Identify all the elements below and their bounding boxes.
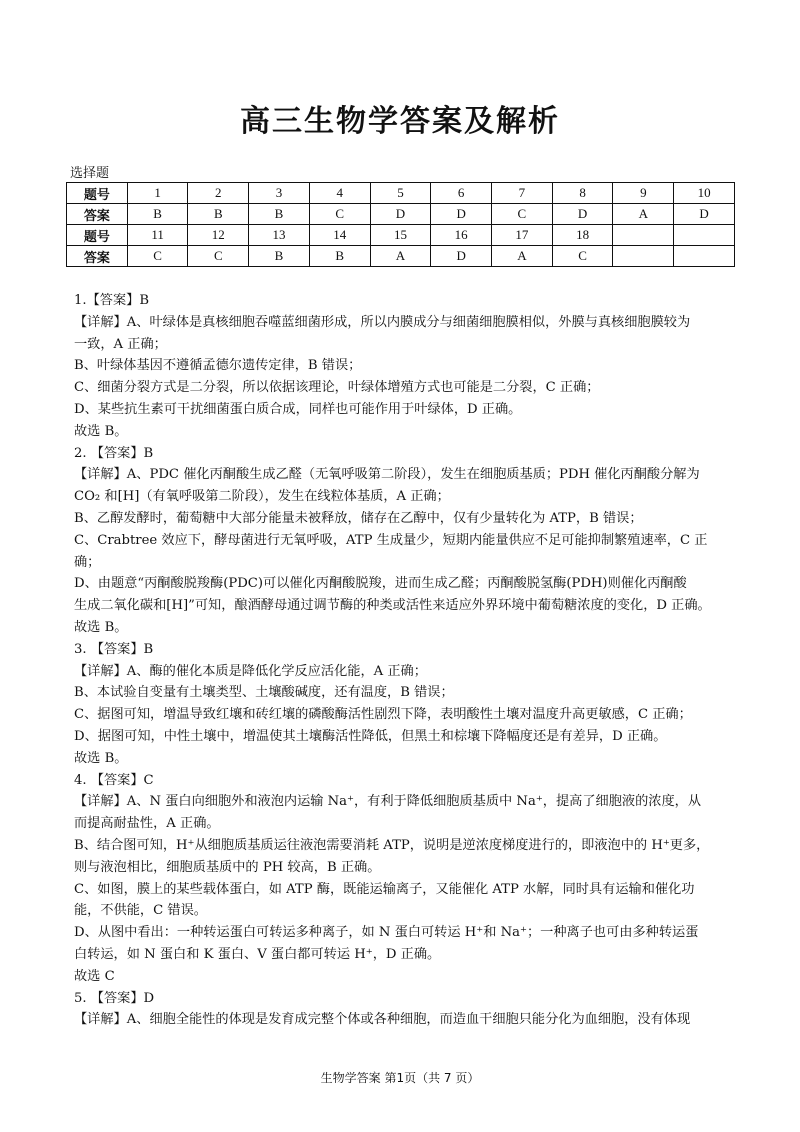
answer-cell: B xyxy=(309,246,370,267)
question-number-row xyxy=(67,225,735,246)
question-number-cell: 4 xyxy=(309,183,370,204)
text-line: 5. 【答案】D xyxy=(74,990,155,1006)
text-line: C、细菌分裂方式是二分裂，所以依据该理论，叶绿体增殖方式也可能是二分裂，C 正确； xyxy=(74,380,600,396)
answer-cell: C xyxy=(492,204,553,225)
text-line: 3. 【答案】B xyxy=(74,641,154,657)
section-label: 选择题 xyxy=(70,166,110,181)
text-line: 【详解】A、叶绿体是真核细胞吞噬蓝细菌形成，所以内膜成分与细菌细胞膜相似，外膜与真核细胞膜较为 xyxy=(74,314,691,330)
question-number-row xyxy=(67,183,735,204)
text-line: B、叶绿体基因不遵循孟德尔遗传定律，B 错误； xyxy=(74,358,362,374)
answer-cell: B xyxy=(188,204,249,225)
question-number-cell: 17 xyxy=(492,225,553,246)
row-header: 答案 xyxy=(67,204,128,225)
answer-cell xyxy=(674,246,735,267)
question-number-cell: 11 xyxy=(127,225,188,246)
question-number-cell: 12 xyxy=(188,225,249,246)
question-number-cell: 7 xyxy=(492,183,553,204)
question-number-cell: 10 xyxy=(674,183,735,204)
answer-cell: A xyxy=(492,246,553,267)
row-header: 题号 xyxy=(67,225,128,246)
explanations xyxy=(74,290,730,1031)
answer-cell: B xyxy=(249,204,310,225)
question-number-cell: 14 xyxy=(309,225,370,246)
text-line: 【详解】A、PDC 催化丙酮酸生成乙醛（无氧呼吸第二阶段），发生在细胞质基质；PDH 催化丙酮酸分解为 xyxy=(74,467,700,483)
question-number-cell: 3 xyxy=(249,183,310,204)
text-line: 能，不供能，C 错误。 xyxy=(74,903,207,919)
answer-cell: C xyxy=(127,246,188,267)
answer-cell: D xyxy=(552,204,613,225)
text-line: 【详解】A、N 蛋白向细胞外和液泡内运输 Na⁺，有利于降低细胞质基质中 Na⁺，提高了细胞液的浓度，从 xyxy=(74,794,702,810)
answer-cell: C xyxy=(309,204,370,225)
question-number-cell: 16 xyxy=(431,225,492,246)
text-line: B、结合图可知，H⁺从细胞质基质运往液泡需要消耗 ATP，说明是逆浓度梯度进行的，即液泡中的 H⁺更多， xyxy=(74,837,710,853)
answer-cell: D xyxy=(431,204,492,225)
question-number-cell: 18 xyxy=(552,225,613,246)
text-line: 故选 C xyxy=(74,968,115,984)
question-number-cell: 9 xyxy=(613,183,674,204)
answer-cell: C xyxy=(188,246,249,267)
row-header: 题号 xyxy=(67,183,128,204)
answer-row xyxy=(67,204,735,225)
answer-cell: C xyxy=(552,246,613,267)
text-line: D、从图中看出：一种转运蛋白可转运多种离子，如 N 蛋白可转运 H⁺和 Na⁺；一种离子也可由多种转运蛋 xyxy=(74,925,699,941)
answer-cell: B xyxy=(127,204,188,225)
question-number-cell: 2 xyxy=(188,183,249,204)
text-line: 一致，A 正确； xyxy=(74,336,167,352)
question-number-cell: 1 xyxy=(127,183,188,204)
text-line: D、由题意“丙酮酸脱羧酶(PDC)可以催化丙酮酸脱羧，进而生成乙醛；丙酮酸脱氢酶(PDH)则催化丙酮酸 xyxy=(74,576,687,592)
question-number-cell: 13 xyxy=(249,225,310,246)
answer-cell: B xyxy=(249,246,310,267)
text-line: 故选 B。 xyxy=(74,750,128,766)
text-line: 故选 B。 xyxy=(74,423,128,439)
text-line: 1.【答案】B xyxy=(74,293,150,308)
text-line: 生成二氧化碳和[H]”可知，酿酒酵母通过调节酶的种类或活性来适应外界环境中葡萄糖浓度的变化，D 正确。 xyxy=(74,598,711,614)
text-line: 故选 B。 xyxy=(74,619,128,635)
text-line: 【详解】A、细胞全能性的体现是发育成完整个体或各种细胞，而造血干细胞只能分化为血细胞，没有体现 xyxy=(74,1012,691,1028)
text-line: 白转运，如 N 蛋白和 K 蛋白、V 蛋白都可转运 H⁺，D 正确。 xyxy=(74,946,441,962)
question-number-cell xyxy=(674,225,735,246)
text-line: B、乙醇发酵时，葡萄糖中大部分能量未被释放，储存在乙醇中，仅有少量转化为 ATP，B 错误； xyxy=(74,510,643,526)
answer-cell xyxy=(613,246,674,267)
question-number-cell: 5 xyxy=(370,183,431,204)
page-title: 高三生物学答案及解析 xyxy=(240,104,560,139)
question-number-cell: 15 xyxy=(370,225,431,246)
text-line: 2. 【答案】B xyxy=(74,445,154,461)
text-line: D、某些抗生素可干扰细菌蛋白质合成，同样也可能作用于叶绿体，D 正确。 xyxy=(74,401,522,417)
text-line: 确； xyxy=(74,554,101,570)
question-number-cell: 6 xyxy=(431,183,492,204)
answer-cell: A xyxy=(370,246,431,267)
question-number-cell xyxy=(613,225,674,246)
answer-table xyxy=(66,182,735,267)
page-footer: 生物学答案 第1页（共 7 页） xyxy=(320,1071,480,1085)
text-line: 则与液泡相比，细胞质基质中的 PH 较高，B 正确。 xyxy=(74,859,381,875)
text-line: 【详解】A、酶的催化本质是降低化学反应活化能，A 正确； xyxy=(74,663,427,679)
text-line: D、据图可知，中性土壤中，增温使其土壤酶活性降低，但黑土和棕壤下降幅度还是有差异，D 正确。 xyxy=(74,728,667,744)
question-number-cell: 8 xyxy=(552,183,613,204)
text-line: 而提高耐盐性，A 正确。 xyxy=(74,816,220,832)
answer-row xyxy=(67,246,735,267)
answer-cell: A xyxy=(613,204,674,225)
text-line: C、据图可知，增温导致红壤和砖红壤的磷酸酶活性剧烈下降，表明酸性土壤对温度升高更敏感，C 正确； xyxy=(74,707,692,723)
answer-cell: D xyxy=(370,204,431,225)
answer-cell: D xyxy=(674,204,735,225)
text-line: C、如图，膜上的某些载体蛋白，如 ATP 酶，既能运输离子，又能催化 ATP 水解，同时具有运输和催化功 xyxy=(74,881,695,897)
text-line: 4. 【答案】C xyxy=(74,772,154,788)
text-line: CO₂ 和[H]（有氧呼吸第二阶段），发生在线粒体基质，A 正确； xyxy=(74,489,450,505)
answer-cell: D xyxy=(431,246,492,267)
row-header: 答案 xyxy=(67,246,128,267)
text-line: B、本试验自变量有土壤类型、土壤酸碱度，还有温度，B 错误； xyxy=(74,685,454,701)
text-line: C、Crabtree 效应下，酵母菌进行无氧呼吸，ATP 生成量少，短期内能量供应不足可能抑制繁殖速率，C 正 xyxy=(74,532,708,548)
